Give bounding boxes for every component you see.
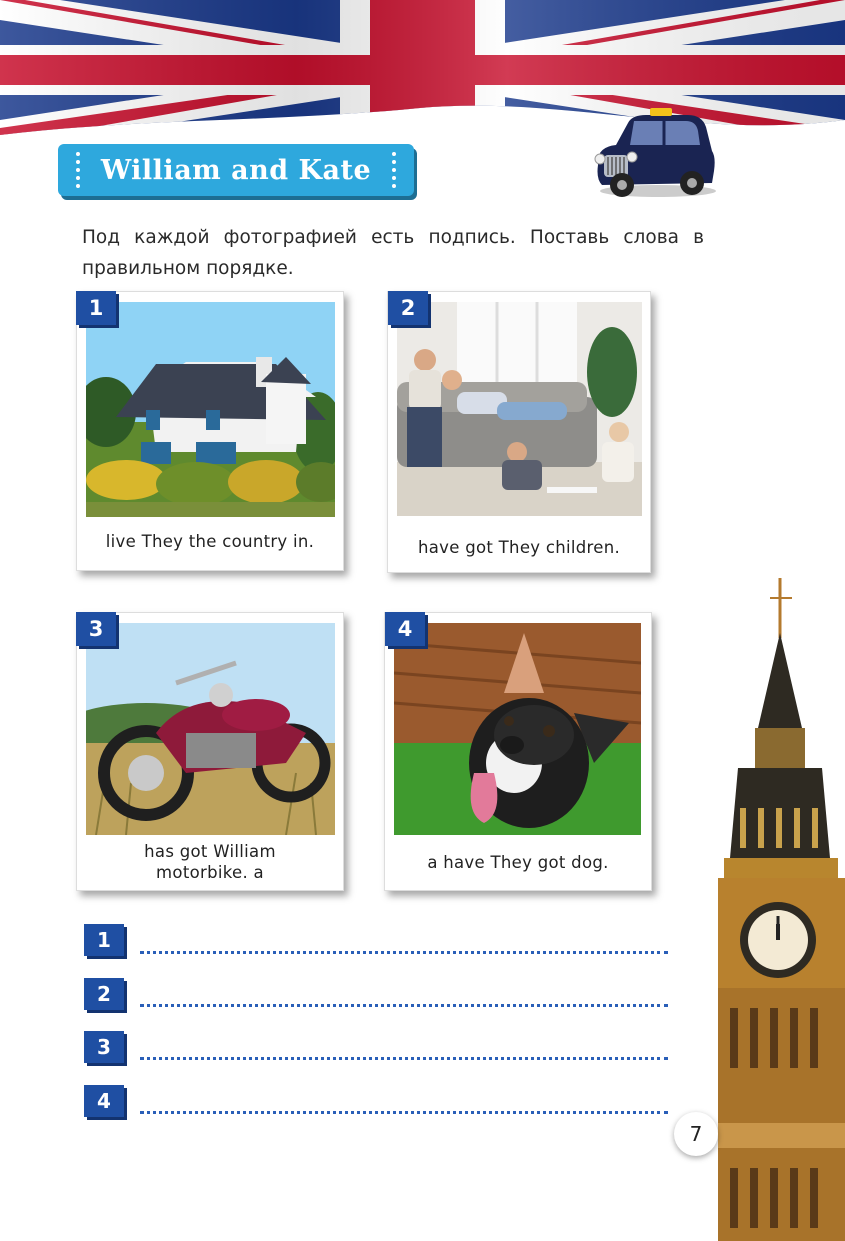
instructions-text: Под каждой фотографией есть подпись. Поставь слова в правильном порядке. xyxy=(82,227,704,279)
answer-number-1: 1 xyxy=(84,924,124,956)
title-badge xyxy=(58,144,414,196)
page-number: 7 xyxy=(674,1112,718,1156)
answer-line-3[interactable] xyxy=(140,1057,668,1060)
card-caption-4: a have They got dog. xyxy=(427,853,609,872)
family-photo xyxy=(397,302,642,516)
dotted-border-left xyxy=(76,152,80,188)
photo-card-1 xyxy=(76,291,344,571)
house-photo xyxy=(86,302,335,517)
answer-number-3: 3 xyxy=(84,1031,124,1063)
photo-card-4 xyxy=(384,612,652,891)
card-caption-3: has got William motorbike. a xyxy=(144,842,276,882)
dotted-border-right xyxy=(392,152,396,188)
card-caption-2: have got They children. xyxy=(417,538,621,557)
motorbike-photo xyxy=(86,623,335,835)
photo-card-3 xyxy=(76,612,344,891)
big-ben-icon xyxy=(700,578,845,1241)
answer-line-1[interactable] xyxy=(140,951,668,954)
card-number-3: 3 xyxy=(76,612,116,646)
london-taxi-icon xyxy=(588,105,720,200)
answer-number-4: 4 xyxy=(84,1085,124,1117)
card-number-1: 1 xyxy=(76,291,116,325)
dog-photo xyxy=(394,623,641,835)
answer-number-2: 2 xyxy=(84,978,124,1010)
answer-line-4[interactable] xyxy=(140,1111,668,1114)
photo-card-2 xyxy=(387,291,651,573)
card-caption-1: live They the country in. xyxy=(105,532,315,551)
card-number-2: 2 xyxy=(388,291,428,325)
page-title: William and Kate xyxy=(100,154,372,186)
answer-line-2[interactable] xyxy=(140,1004,668,1007)
card-number-4: 4 xyxy=(385,612,425,646)
